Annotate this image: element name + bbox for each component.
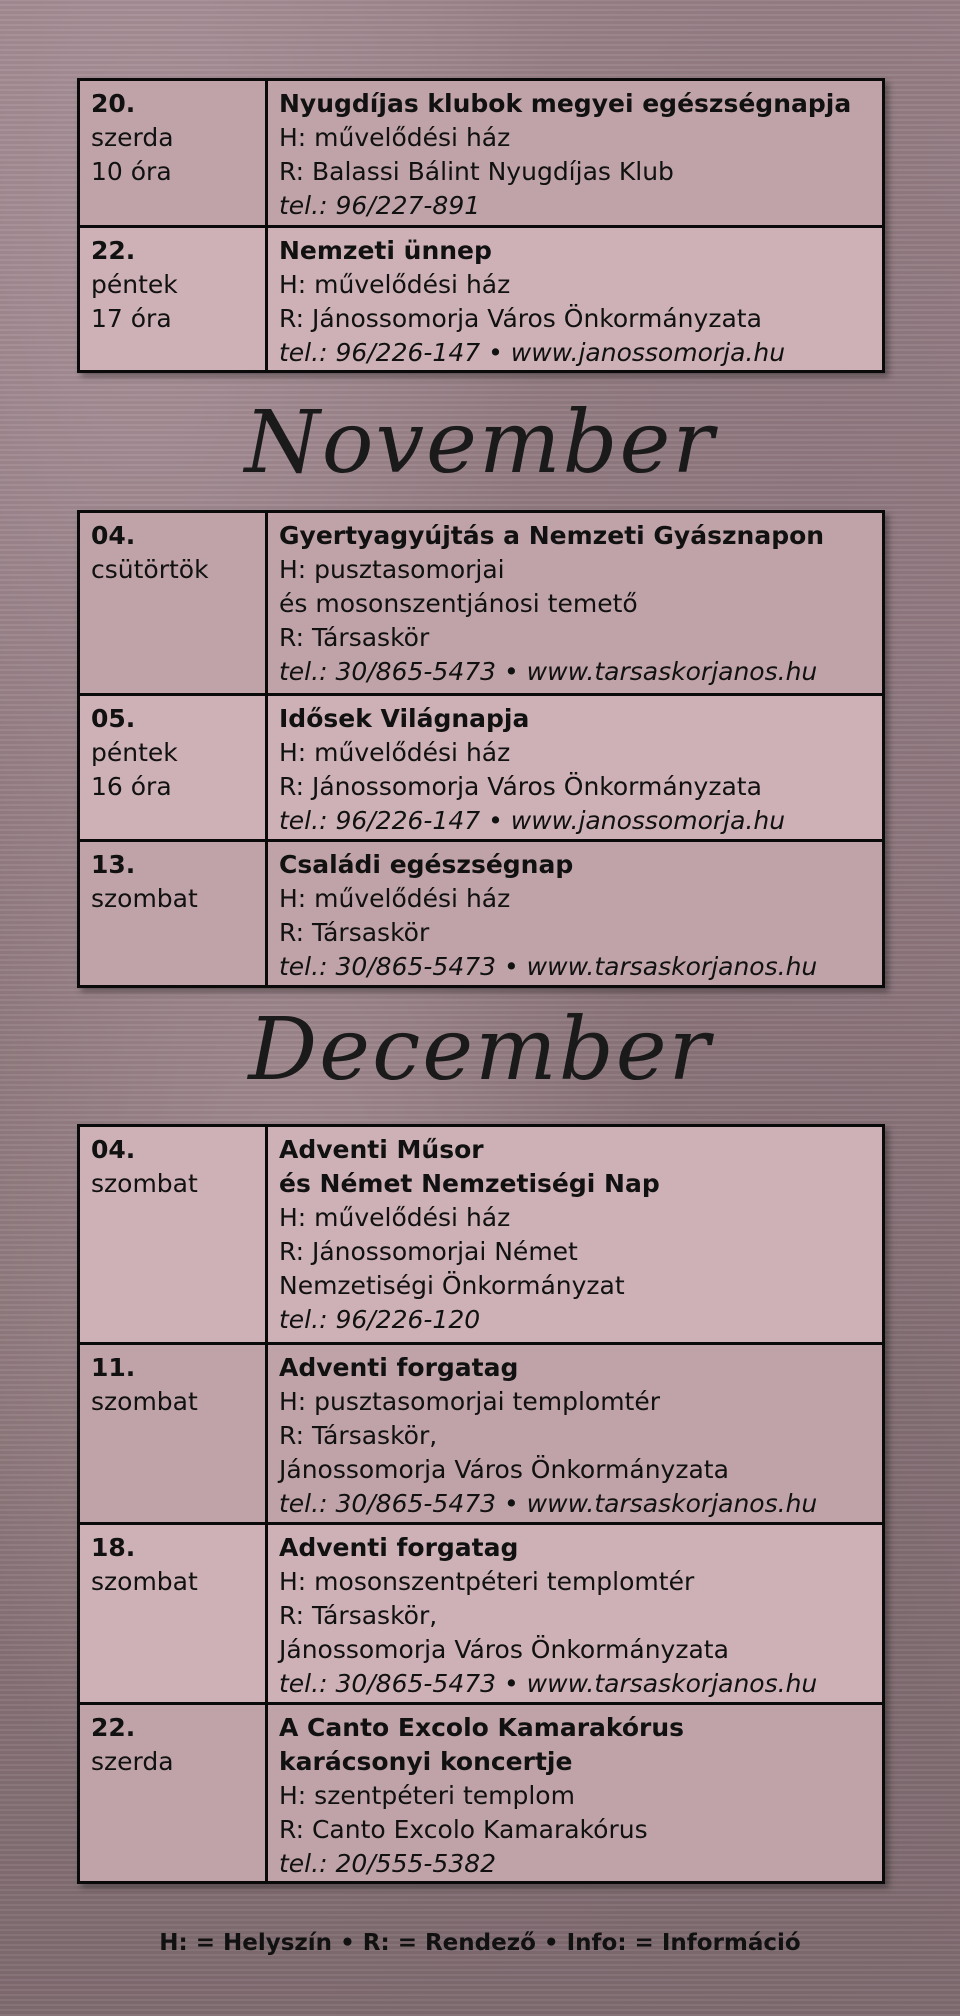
event-venue: H: pusztasomorjai templomtér (279, 1387, 661, 1416)
event-venue: H: mosonszentpéteri templomtér (279, 1567, 695, 1596)
event-date (80, 1127, 268, 1342)
event-title: A Canto Excolo Kamarakórus (279, 1713, 685, 1742)
event-venue: H: művelődési ház (279, 884, 511, 913)
event-day: 04. (91, 521, 136, 550)
event-date (80, 842, 268, 985)
event-info (268, 228, 882, 370)
event-info (268, 842, 882, 985)
event-day: 20. (91, 89, 136, 118)
event-info (268, 696, 882, 839)
event-title-cont: karácsonyi koncertje (279, 1747, 573, 1776)
event-organizer: R: Társaskör (279, 918, 430, 947)
event-organizer: R: Társaskör, (279, 1601, 438, 1630)
legend-footer: H: = Helyszín • R: = Rendező • Info: = Információ (159, 1930, 801, 1956)
event-weekday: szerda (91, 123, 174, 152)
event-row (80, 1342, 882, 1522)
event-organizer: R: Canto Excolo Kamarakórus (279, 1815, 648, 1844)
month-heading-november: November (244, 393, 716, 493)
event-venue: H: művelődési ház (279, 123, 511, 152)
november-events-table (77, 510, 885, 988)
event-venue: H: pusztasomorjai (279, 555, 505, 584)
event-contact: tel.: 30/865-5473 • www.tarsaskorjanos.hu (279, 657, 818, 686)
event-title: Gyertyagyújtás a Nemzeti Gyásznapon (279, 521, 825, 550)
event-title-cont: és Német Nemzetiségi Nap (279, 1169, 660, 1198)
event-contact: tel.: 96/227-891 (279, 191, 481, 220)
event-row (80, 1522, 882, 1702)
event-date (80, 1705, 268, 1881)
event-title: Idősek Világnapja (279, 704, 530, 733)
event-weekday: szombat (91, 1387, 198, 1416)
event-venue: H: művelődési ház (279, 270, 511, 299)
event-date (80, 696, 268, 839)
event-organizer-cont: Nemzetiségi Önkormányzat (279, 1271, 625, 1300)
event-info (268, 1127, 882, 1342)
event-date (80, 1345, 268, 1522)
event-date (80, 81, 268, 225)
event-contact: tel.: 20/555-5382 (279, 1849, 497, 1878)
event-title: Adventi forgatag (279, 1353, 519, 1382)
event-contact: tel.: 96/226-147 • www.janossomorja.hu (279, 338, 786, 367)
event-organizer: R: Balassi Bálint Nyugdíjas Klub (279, 157, 674, 186)
december-events-table (77, 1124, 885, 1884)
event-day: 22. (91, 1713, 136, 1742)
event-info (268, 1345, 882, 1522)
event-title: Adventi forgatag (279, 1533, 519, 1562)
event-contact: tel.: 96/226-147 • www.janossomorja.hu (279, 806, 786, 835)
event-organizer: R: Társaskör, (279, 1421, 438, 1450)
event-row (80, 81, 882, 225)
event-contact: tel.: 30/865-5473 • www.tarsaskorjanos.hu (279, 952, 818, 981)
event-title: Adventi Műsor (279, 1135, 484, 1164)
event-contact: tel.: 30/865-5473 • www.tarsaskorjanos.hu (279, 1669, 818, 1698)
event-organizer-cont: Jánossomorja Város Önkormányzata (279, 1455, 729, 1484)
event-row (80, 1702, 882, 1881)
event-date (80, 513, 268, 693)
event-date (80, 228, 268, 370)
event-venue-cont: és mosonszentjánosi temető (279, 589, 638, 618)
event-venue: H: szentpéteri templom (279, 1781, 575, 1810)
event-row (80, 225, 882, 370)
event-time: 10 óra (91, 157, 172, 186)
october-events-table (77, 78, 885, 373)
event-organizer-cont: Jánossomorja Város Önkormányzata (279, 1635, 729, 1664)
event-day: 22. (91, 236, 136, 265)
event-organizer: R: Társaskör (279, 623, 430, 652)
event-weekday: péntek (91, 270, 178, 299)
event-weekday: péntek (91, 738, 178, 767)
event-organizer: R: Jánossomorja Város Önkormányzata (279, 304, 762, 333)
event-time: 16 óra (91, 772, 172, 801)
event-title: Családi egészségnap (279, 850, 574, 879)
event-title: Nyugdíjas klubok megyei egészségnapja (279, 89, 852, 118)
event-weekday: szerda (91, 1747, 174, 1776)
event-info (268, 1705, 882, 1881)
event-weekday: szombat (91, 1567, 198, 1596)
event-venue: H: művelődési ház (279, 1203, 511, 1232)
event-date (80, 1525, 268, 1702)
event-weekday: csütörtök (91, 555, 209, 584)
event-organizer: R: Jánossomorjai Német (279, 1237, 578, 1266)
event-contact: tel.: 30/865-5473 • www.tarsaskorjanos.hu (279, 1489, 818, 1518)
event-row (80, 693, 882, 839)
event-time: 17 óra (91, 304, 172, 333)
event-row (80, 839, 882, 985)
event-weekday: szombat (91, 884, 198, 913)
event-day: 13. (91, 850, 136, 879)
event-title: Nemzeti ünnep (279, 236, 492, 265)
event-info (268, 81, 882, 225)
event-info (268, 1525, 882, 1702)
event-row (80, 1127, 882, 1342)
event-day: 04. (91, 1135, 136, 1164)
event-organizer: R: Jánossomorja Város Önkormányzata (279, 772, 762, 801)
event-weekday: szombat (91, 1169, 198, 1198)
event-row (80, 513, 882, 693)
event-day: 11. (91, 1353, 136, 1382)
event-venue: H: művelődési ház (279, 738, 511, 767)
month-heading-december: December (248, 1000, 712, 1100)
event-info (268, 513, 882, 693)
event-contact: tel.: 96/226-120 (279, 1305, 481, 1334)
event-day: 05. (91, 704, 136, 733)
event-day: 18. (91, 1533, 136, 1562)
